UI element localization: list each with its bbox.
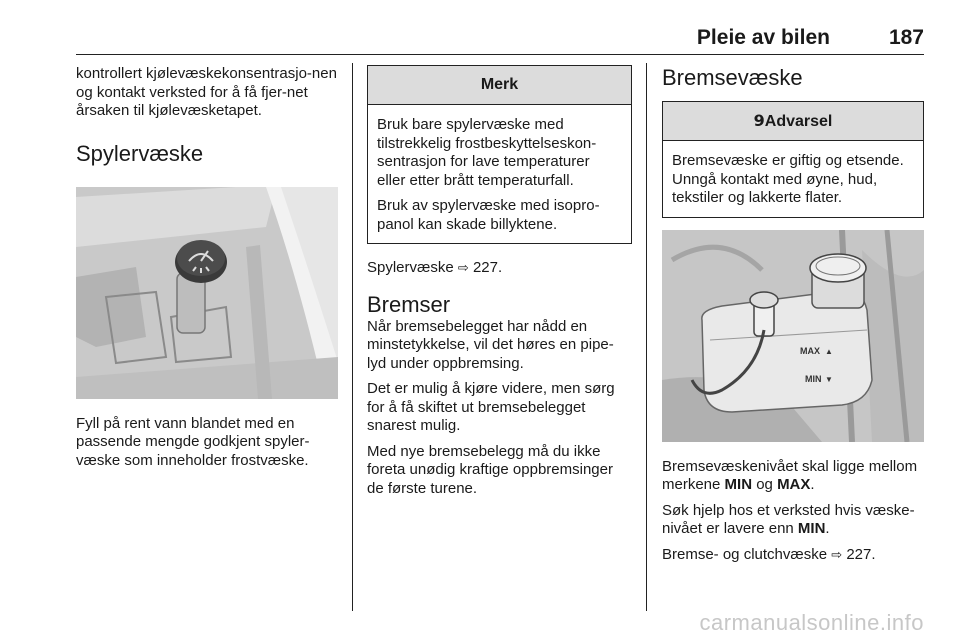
washer-reservoir-illustration (76, 187, 338, 399)
min-marking: MIN (805, 373, 822, 384)
brake-fluid-reservoir-illustration (662, 230, 924, 442)
text-span: . (810, 476, 815, 493)
note-paragraph: Bruk bare spylervæske med tilstrekkelig frostbeskyttelseskon-sentrasjon for lave temperaturer eller etter brått temperaturfall. (377, 116, 597, 189)
column-divider (646, 63, 647, 611)
reference-page: 227. (472, 259, 503, 276)
note-box (367, 65, 632, 244)
reference-arrow-icon: ⇨ (457, 260, 469, 275)
column-1 (76, 65, 340, 477)
watermark: carmanualsonline.info (699, 610, 924, 635)
intro-paragraph: kontrollert kjølevæskekonsentrasjo-nen og kontakt verksted for å få fjer-net årsaken til kjølevæsketapet. (76, 65, 337, 119)
reference-arrow-icon: ⇨ (831, 546, 843, 562)
svg-text:▼: ▼ (825, 374, 833, 384)
page-number: 187 (888, 26, 924, 49)
svg-text:▲: ▲ (825, 346, 833, 356)
note-title: Merk (368, 66, 631, 105)
brakes-paragraph: Med nye bremsebelegg må du ikke foreta unødig kraftige oppbremsinger de første turene. (367, 442, 613, 497)
header-rule (76, 54, 924, 55)
cross-reference (662, 546, 924, 565)
washer-fill-paragraph: Fyll på rent vann blandet med en passende mengde godkjent spyler-væske som inneholder frostvæske. (76, 414, 310, 469)
section-heading-washer-fluid: Spylervæske (76, 140, 204, 166)
cross-reference (367, 259, 632, 278)
header-title: Pleie av bilen (696, 26, 830, 49)
brakes-paragraph: Når bremsebelegget har nådd en minstetykkelse, vil det høres en pipe-lyd under oppbremsing. (367, 317, 614, 372)
brake-fluid-level-paragraph (662, 458, 924, 495)
column-3 (662, 65, 924, 571)
text-span: Bremsevæskenivået skal ligge mellom merkene (662, 457, 918, 493)
section-heading-brake-fluid: Bremsevæske (662, 65, 803, 90)
reference-text: Spylervæske (367, 259, 454, 276)
min-label: MIN (797, 520, 826, 537)
section-heading-brakes: Bremser (367, 291, 451, 317)
reference-text: Bremse- og clutchvæske (662, 545, 828, 563)
warning-text: Bremsevæske er giftig og etsende. Unngå kontakt med øyne, hud, tekstiler og lakkerte flater. (672, 152, 904, 206)
note-paragraph: Bruk av spylervæske med isopro-panol kan skade billyktene. (377, 197, 600, 233)
text-span: Søk hjelp hos et verksted hvis væske-nivået er lavere enn (662, 501, 915, 537)
text-span: og (752, 476, 778, 493)
text-span: . (825, 520, 830, 537)
reference-page: 227. (846, 545, 876, 563)
max-label: MAX (777, 476, 811, 493)
workshop-paragraph (662, 502, 924, 539)
max-marking: MAX (800, 345, 820, 356)
brakes-paragraph: Det er mulig å kjøre videre, men sørg for å få skiftet ut bremsebelegget snarest mulig. (367, 380, 615, 434)
column-divider (352, 63, 353, 611)
min-label: MIN (724, 476, 753, 493)
warning-title: Advarsel (764, 113, 833, 130)
warning-box (662, 101, 924, 218)
column-2 (367, 65, 632, 505)
warning-header (663, 102, 923, 141)
warning-triangle-icon: 9 (753, 111, 765, 130)
